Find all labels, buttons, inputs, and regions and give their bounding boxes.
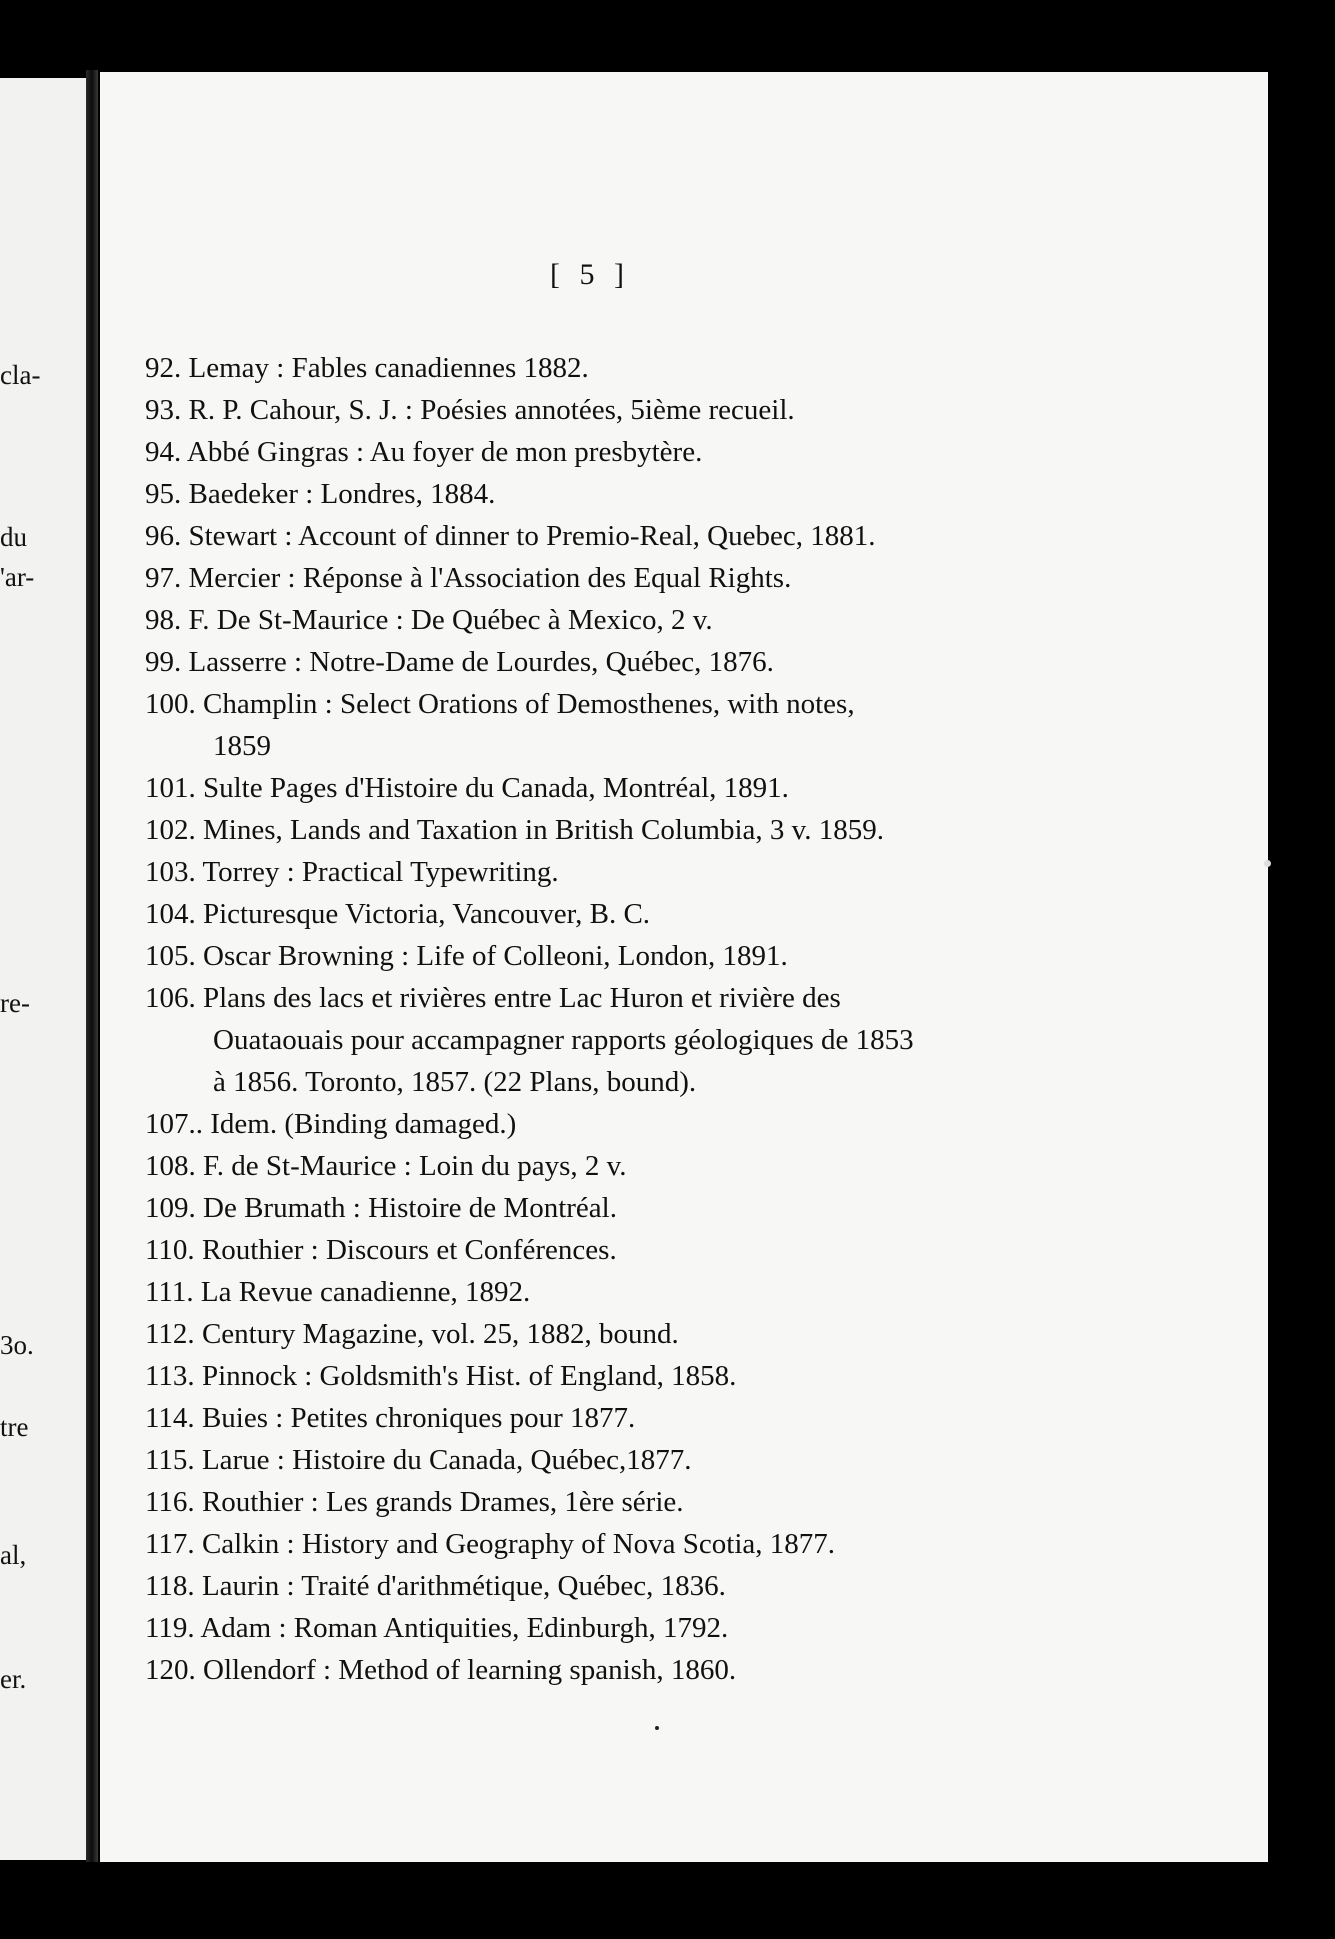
entry-text: Sulte Pages d'Histoire du Canada, Montréal, 1891. xyxy=(203,772,789,804)
entry-text: Buies : Petites chroniques pour 1877. xyxy=(201,1402,636,1434)
entry-text: Picturesque Victoria, Vancouver, B. C. xyxy=(203,898,651,930)
entry-number: 116. xyxy=(145,1486,195,1518)
entry-text: Routhier : Discours et Conférences. xyxy=(201,1234,617,1266)
entry-text: Champlin : Select Orations of Demosthenes, with notes, xyxy=(203,688,855,720)
catalog-entry xyxy=(145,1528,835,1561)
catalog-entry xyxy=(145,1192,617,1225)
entry-number: 107.. xyxy=(145,1108,203,1140)
entry-number: 118. xyxy=(145,1570,195,1602)
entry-number: 102. xyxy=(145,814,196,846)
entry-text: Routhier : Les grands Drames, 1ère série. xyxy=(201,1486,684,1518)
entry-number: 101. xyxy=(145,772,196,804)
entry-number: 115. xyxy=(145,1444,195,1476)
entry-number: 112. xyxy=(145,1318,195,1350)
entry-number: 108. xyxy=(145,1150,196,1182)
entry-number: 120. xyxy=(145,1654,196,1686)
entry-number: 119. xyxy=(145,1612,195,1644)
entry-text: Larue : Histoire du Canada, Québec,1877. xyxy=(201,1444,692,1476)
catalog-entry xyxy=(145,1276,530,1309)
entry-number: 110. xyxy=(145,1234,195,1266)
entry-text: Ollendorf : Method of learning spanish, 1860. xyxy=(203,1654,737,1686)
catalog-entry xyxy=(145,394,795,427)
catalog-entry xyxy=(145,646,774,679)
entry-text: F. De St-Maurice : De Québec à Mexico, 2 v. xyxy=(188,604,713,636)
entry-text: Abbé Gingras : Au foyer de mon presbytère. xyxy=(186,436,703,468)
left-fragment: du xyxy=(0,522,27,552)
catalog-entry xyxy=(145,352,589,385)
entry-text: Mines, Lands and Taxation in British Columbia, 3 v. 1859. xyxy=(203,814,885,846)
entry-number: 103. xyxy=(145,856,196,888)
catalog-entry xyxy=(145,1612,728,1645)
catalog-entry xyxy=(145,772,789,805)
catalog-entry xyxy=(145,1402,635,1435)
catalog-entry xyxy=(145,940,788,973)
entry-number: 93. xyxy=(145,394,182,426)
scan-border xyxy=(0,1862,1335,1939)
catalog-entry xyxy=(145,982,841,1015)
entry-number: 106. xyxy=(145,982,196,1014)
entry-text: Idem. (Binding damaged.) xyxy=(210,1108,517,1140)
catalog-entry xyxy=(145,1108,516,1141)
entry-text: Pinnock : Goldsmith's Hist. of England, 1858. xyxy=(201,1360,737,1392)
entry-text: Laurin : Traité d'arithmétique, Québec, 1836. xyxy=(201,1570,726,1602)
left-fragment: al, xyxy=(0,1540,27,1570)
entry-text: Plans des lacs et rivières entre Lac Huron et rivière des xyxy=(203,982,841,1014)
left-fragment: 'ar- xyxy=(0,562,35,592)
entry-text: De Brumath : Histoire de Montréal. xyxy=(203,1192,617,1224)
left-fragment: cla- xyxy=(0,360,41,390)
entry-number: 114. xyxy=(145,1402,195,1434)
ink-speck xyxy=(1264,860,1271,867)
entry-number: 97. xyxy=(145,562,182,594)
entry-number: 94. xyxy=(145,436,182,468)
left-fragment: tre xyxy=(0,1412,29,1442)
left-fragment: er. xyxy=(0,1664,27,1694)
page-number: [ 5 ] xyxy=(550,258,630,291)
entry-text: Calkin : History and Geography of Nova Scotia, 1877. xyxy=(201,1528,835,1560)
catalog-entry xyxy=(145,1486,684,1519)
entry-continuation: 1859 xyxy=(213,730,271,762)
entry-number: 100. xyxy=(145,688,196,720)
entry-number: 92. xyxy=(145,352,182,384)
entry-number: 109. xyxy=(145,1192,196,1224)
entry-continuation: à 1856. Toronto, 1857. (22 Plans, bound). xyxy=(213,1066,697,1098)
entry-text: Lasserre : Notre-Dame de Lourdes, Québec, 1876. xyxy=(188,646,774,678)
entry-text: La Revue canadienne, 1892. xyxy=(200,1276,531,1308)
entry-number: 95. xyxy=(145,478,182,510)
catalog-entry xyxy=(145,520,875,553)
entry-number: 111. xyxy=(145,1276,194,1308)
entry-text: Mercier : Réponse à l'Association des Equal Rights. xyxy=(188,562,792,594)
catalog-entry xyxy=(145,1234,617,1267)
entry-continuation: Ouataouais pour accampagner rapports géologiques de 1853 xyxy=(213,1024,914,1056)
entry-text: Century Magazine, vol. 25, 1882, bound. xyxy=(201,1318,679,1350)
catalog-entry xyxy=(145,562,791,595)
entry-number: 117. xyxy=(145,1528,195,1560)
left-page-edge xyxy=(0,78,94,1860)
entry-text: F. de St-Maurice : Loin du pays, 2 v. xyxy=(203,1150,627,1182)
entry-number: 113. xyxy=(145,1360,195,1392)
entry-number: 105. xyxy=(145,940,196,972)
catalog-entry xyxy=(145,1570,726,1603)
catalog-entry xyxy=(145,478,495,511)
entry-text: Oscar Browning : Life of Colleoni, London, 1891. xyxy=(203,940,788,972)
catalog-entry xyxy=(145,604,713,637)
entry-number: 96. xyxy=(145,520,182,552)
entry-number: 99. xyxy=(145,646,182,678)
catalog-entry xyxy=(145,856,559,889)
entry-text: Stewart : Account of dinner to Premio-Real, Quebec, 1881. xyxy=(188,520,876,552)
catalog-entry xyxy=(145,688,855,721)
catalog-entry xyxy=(145,436,702,469)
catalog-entry xyxy=(145,1318,679,1351)
entry-number: 104. xyxy=(145,898,196,930)
entry-text: Baedeker : Londres, 1884. xyxy=(188,478,496,510)
left-fragment: 3o. xyxy=(0,1330,34,1360)
entry-text: Lemay : Fables canadiennes 1882. xyxy=(188,352,589,384)
entry-text: Torrey : Practical Typewriting. xyxy=(202,856,559,888)
catalog-entry xyxy=(145,1150,627,1183)
book-gutter xyxy=(86,70,98,1870)
catalog-entry xyxy=(145,898,650,931)
entry-text: Adam : Roman Antiquities, Edinburgh, 1792. xyxy=(200,1612,729,1644)
catalog-entry xyxy=(145,1654,736,1687)
catalog-entry xyxy=(145,1444,692,1477)
entry-text: R. P. Cahour, S. J. : Poésies annotées, 5ième recueil. xyxy=(188,394,795,426)
left-fragment: re- xyxy=(0,988,30,1018)
catalog-entry xyxy=(145,814,884,847)
entry-number: 98. xyxy=(145,604,182,636)
catalog-entry xyxy=(145,1360,736,1393)
ink-speck xyxy=(655,1726,659,1730)
